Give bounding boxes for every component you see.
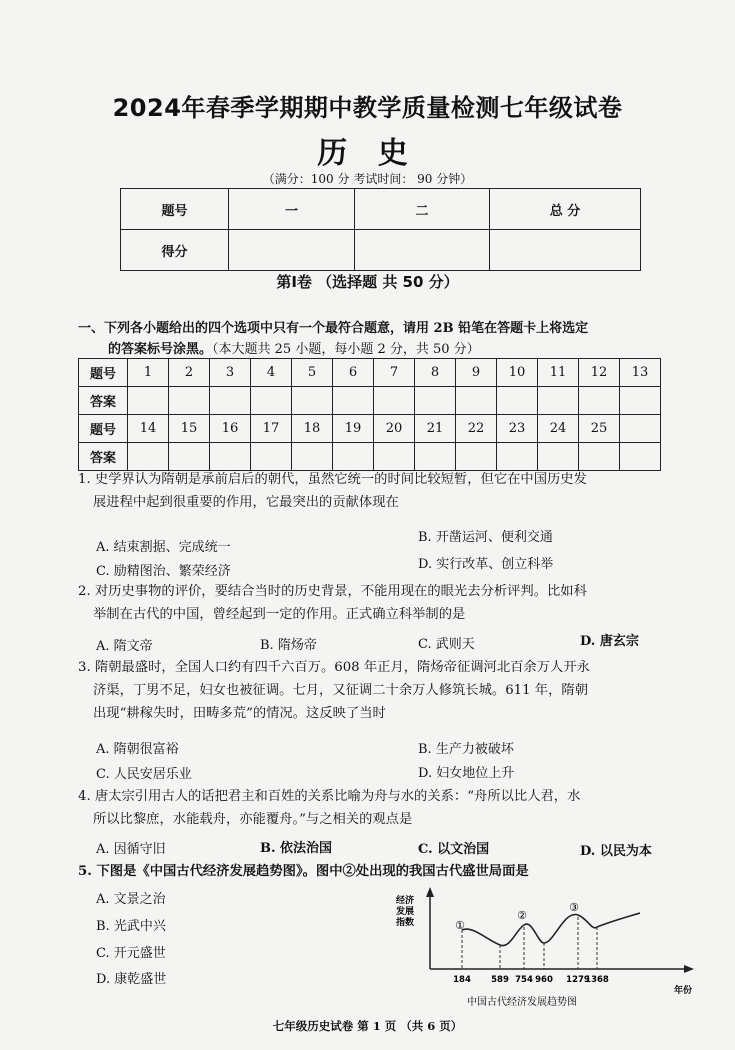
answer-cell[interactable] [251, 443, 292, 471]
score-header-cell: 题号 [121, 189, 229, 230]
grid-number: 20 [374, 415, 415, 443]
score-cell[interactable] [355, 230, 490, 271]
tick-label: 1368 [585, 975, 609, 985]
grid-number: 12 [579, 359, 620, 387]
option-d[interactable]: D. 实行改革、创立科举 [418, 557, 554, 572]
marker-label: ③ [569, 901, 579, 914]
grid-number: 2 [169, 359, 210, 387]
grid-number: 25 [579, 415, 620, 443]
question-line: 2. 对历史事物的评价，要结合当时的历史背景，不能用现在的眼光去分析评判。比如科 [78, 584, 587, 599]
answer-cell[interactable] [579, 387, 620, 415]
grid-number: 11 [538, 359, 579, 387]
exam-info: （满分：100 分 考试时间： 90 分钟） [262, 172, 473, 186]
answer-cell[interactable] [210, 443, 251, 471]
score-table [120, 188, 641, 271]
answer-cell[interactable] [128, 387, 169, 415]
option-a[interactable]: A. 隋文帝 [96, 639, 153, 654]
grid-number: 8 [415, 359, 456, 387]
tick-label: 754 [515, 975, 533, 985]
grid-number [620, 415, 661, 443]
answer-cell[interactable] [169, 443, 210, 471]
grid-number: 6 [333, 359, 374, 387]
question-5 [78, 860, 529, 883]
answer-cell[interactable] [415, 387, 456, 415]
instruction-bold: 的答案标号涂黑。 [108, 342, 213, 357]
option-a[interactable]: A. 隋朝很富裕 [96, 742, 179, 757]
option-b[interactable]: B. 生产力被破坏 [418, 742, 514, 757]
option-b[interactable]: B. 依法治国 [260, 841, 333, 856]
option-d[interactable]: D. 康乾盛世 [96, 972, 167, 987]
y-label-part: 指数 [396, 918, 415, 928]
option-a[interactable]: A. 因循守旧 [96, 842, 166, 857]
trend-line [462, 913, 640, 946]
grid-number: 14 [128, 415, 169, 443]
answer-cell[interactable] [374, 387, 415, 415]
economic-trend-chart [392, 885, 702, 1015]
grid-number: 9 [456, 359, 497, 387]
answer-cell[interactable] [456, 443, 497, 471]
subject-title: 历 史 [317, 136, 418, 171]
grid-number: 18 [292, 415, 333, 443]
question-line: 5. 下图是《中国古代经济发展趋势图》。图中②处出现的我国古代盛世局面是 [78, 864, 529, 879]
option-c[interactable]: C. 开元盛世 [96, 946, 166, 961]
score-header-cell: 一 [229, 189, 355, 230]
question-line: 出现“耕稼失时，田畴多荒”的情况。这反映了当时 [93, 706, 386, 721]
option-d[interactable]: D. 妇女地位上升 [418, 766, 515, 781]
option-c[interactable]: C. 人民安居乐业 [96, 767, 192, 782]
grid-number: 21 [415, 415, 456, 443]
grid-number: 7 [374, 359, 415, 387]
answer-cell[interactable] [169, 387, 210, 415]
grid-number: 4 [251, 359, 292, 387]
grid-number: 13 [620, 359, 661, 387]
grid-label: 题号 [79, 415, 128, 443]
exam-title: 2024年春季学期期中教学质量检测七年级试卷 [112, 94, 623, 122]
tick-label: 1279 [566, 975, 590, 985]
grid-label: 答案 [79, 443, 128, 471]
tick-label: 589 [491, 975, 509, 985]
option-a[interactable]: A. 文景之治 [96, 892, 166, 907]
option-b[interactable]: B. 开凿运河、便利交通 [418, 530, 553, 545]
x-axis-label: 年份 [674, 986, 693, 996]
grid-number: 22 [456, 415, 497, 443]
score-row-label: 得分 [121, 230, 229, 271]
grid-number: 3 [210, 359, 251, 387]
tick-label: 960 [535, 975, 553, 985]
instruction-line: 一、下列各小题给出的四个选项中只有一个最符合题意，请用 2B 铅笔在答题卡上将选定 [78, 321, 589, 336]
answer-cell[interactable] [579, 443, 620, 471]
option-c[interactable]: C. 励精图治、繁荣经济 [96, 564, 231, 579]
grid-number: 19 [333, 415, 374, 443]
answer-grid [78, 358, 661, 471]
option-c[interactable]: C. 武则天 [418, 637, 475, 652]
instruction-rest: （本大题共 25 小题，每小题 2 分，共 50 分） [212, 342, 480, 357]
grid-number: 1 [128, 359, 169, 387]
score-header-cell: 总 分 [490, 189, 641, 230]
question-line: 展进程中起到很重要的作用，它最突出的贡献体现在 [93, 495, 399, 510]
answer-cell[interactable] [497, 387, 538, 415]
answer-cell[interactable] [620, 443, 661, 471]
answer-cell[interactable] [620, 387, 661, 415]
answer-cell[interactable] [128, 443, 169, 471]
option-c[interactable]: C. 以文治国 [418, 842, 490, 857]
answer-cell[interactable] [333, 443, 374, 471]
question-2 [78, 580, 587, 626]
y-label-part: 经济 [396, 896, 415, 906]
answer-cell[interactable] [538, 387, 579, 415]
option-d[interactable]: D. 以民为本 [580, 844, 652, 859]
score-cell[interactable] [490, 230, 641, 271]
grid-number: 24 [538, 415, 579, 443]
question-line: 3. 隋朝最盛时，全国人口约有四千六百万。608 年正月，隋炀帝征调河北百余万人开永 [78, 660, 590, 675]
answer-cell[interactable] [456, 387, 497, 415]
question-line: 济渠，丁男不足，妇女也被征调。七月，又征调二十余万人修筑长城。611 年，隋朝 [93, 683, 588, 698]
score-header-cell: 二 [355, 189, 490, 230]
question-4 [78, 785, 580, 831]
question-line: 举制在古代的中国，曾经起到一定的作用。正式确立科举制的是 [93, 607, 466, 622]
answer-cell[interactable] [251, 387, 292, 415]
answer-cell[interactable] [374, 443, 415, 471]
marker-label: ② [517, 909, 527, 922]
answer-cell[interactable] [415, 443, 456, 471]
tick-labels [453, 975, 609, 985]
tick-label: 184 [453, 975, 471, 985]
option-b[interactable]: B. 隋炀帝 [260, 638, 317, 653]
grid-label: 答案 [79, 387, 128, 415]
answer-cell[interactable] [538, 443, 579, 471]
y-axis-arrow [426, 887, 434, 897]
score-cell[interactable] [229, 230, 355, 271]
answer-cell[interactable] [292, 387, 333, 415]
grid-number: 17 [251, 415, 292, 443]
instruction-line [108, 338, 708, 357]
option-b[interactable]: B. 光武中兴 [96, 919, 166, 934]
option-a[interactable]: A. 结束割据、完成统一 [96, 540, 231, 555]
question-1 [78, 468, 587, 514]
question-3 [78, 656, 590, 725]
markers [455, 901, 579, 932]
grid-number: 15 [169, 415, 210, 443]
y-label-part: 发展 [396, 907, 415, 917]
answer-cell[interactable] [210, 387, 251, 415]
option-d[interactable]: D. 唐玄宗 [580, 634, 639, 649]
grid-number: 23 [497, 415, 538, 443]
question-line: 所以比黎庶，水能载舟，亦能覆舟。”与之相关的观点是 [93, 812, 413, 827]
grid-label: 题号 [79, 359, 128, 387]
question-line: 1. 史学界认为隋朝是承前启后的朝代，虽然它统一的时间比较短暂，但它在中国历史发 [78, 472, 587, 487]
chart-caption: 中国古代经济发展趋势图 [467, 997, 577, 1008]
answer-cell[interactable] [333, 387, 374, 415]
answer-cell[interactable] [292, 443, 333, 471]
answer-cell[interactable] [497, 443, 538, 471]
x-axis-arrow [684, 965, 694, 973]
page-footer: 七年级历史试卷 第 1 页 （共 6 页） [272, 1019, 463, 1033]
grid-number: 10 [497, 359, 538, 387]
marker-label: ① [455, 919, 465, 932]
y-axis-label [395, 894, 417, 928]
question-line: 4. 唐太宗引用古人的话把君主和百姓的关系比喻为舟与水的关系：“舟所以比人君，水 [78, 789, 581, 804]
grid-number: 5 [292, 359, 333, 387]
grid-number: 16 [210, 415, 251, 443]
section-title: 第Ⅰ卷 （选择题 共 50 分） [276, 273, 459, 291]
